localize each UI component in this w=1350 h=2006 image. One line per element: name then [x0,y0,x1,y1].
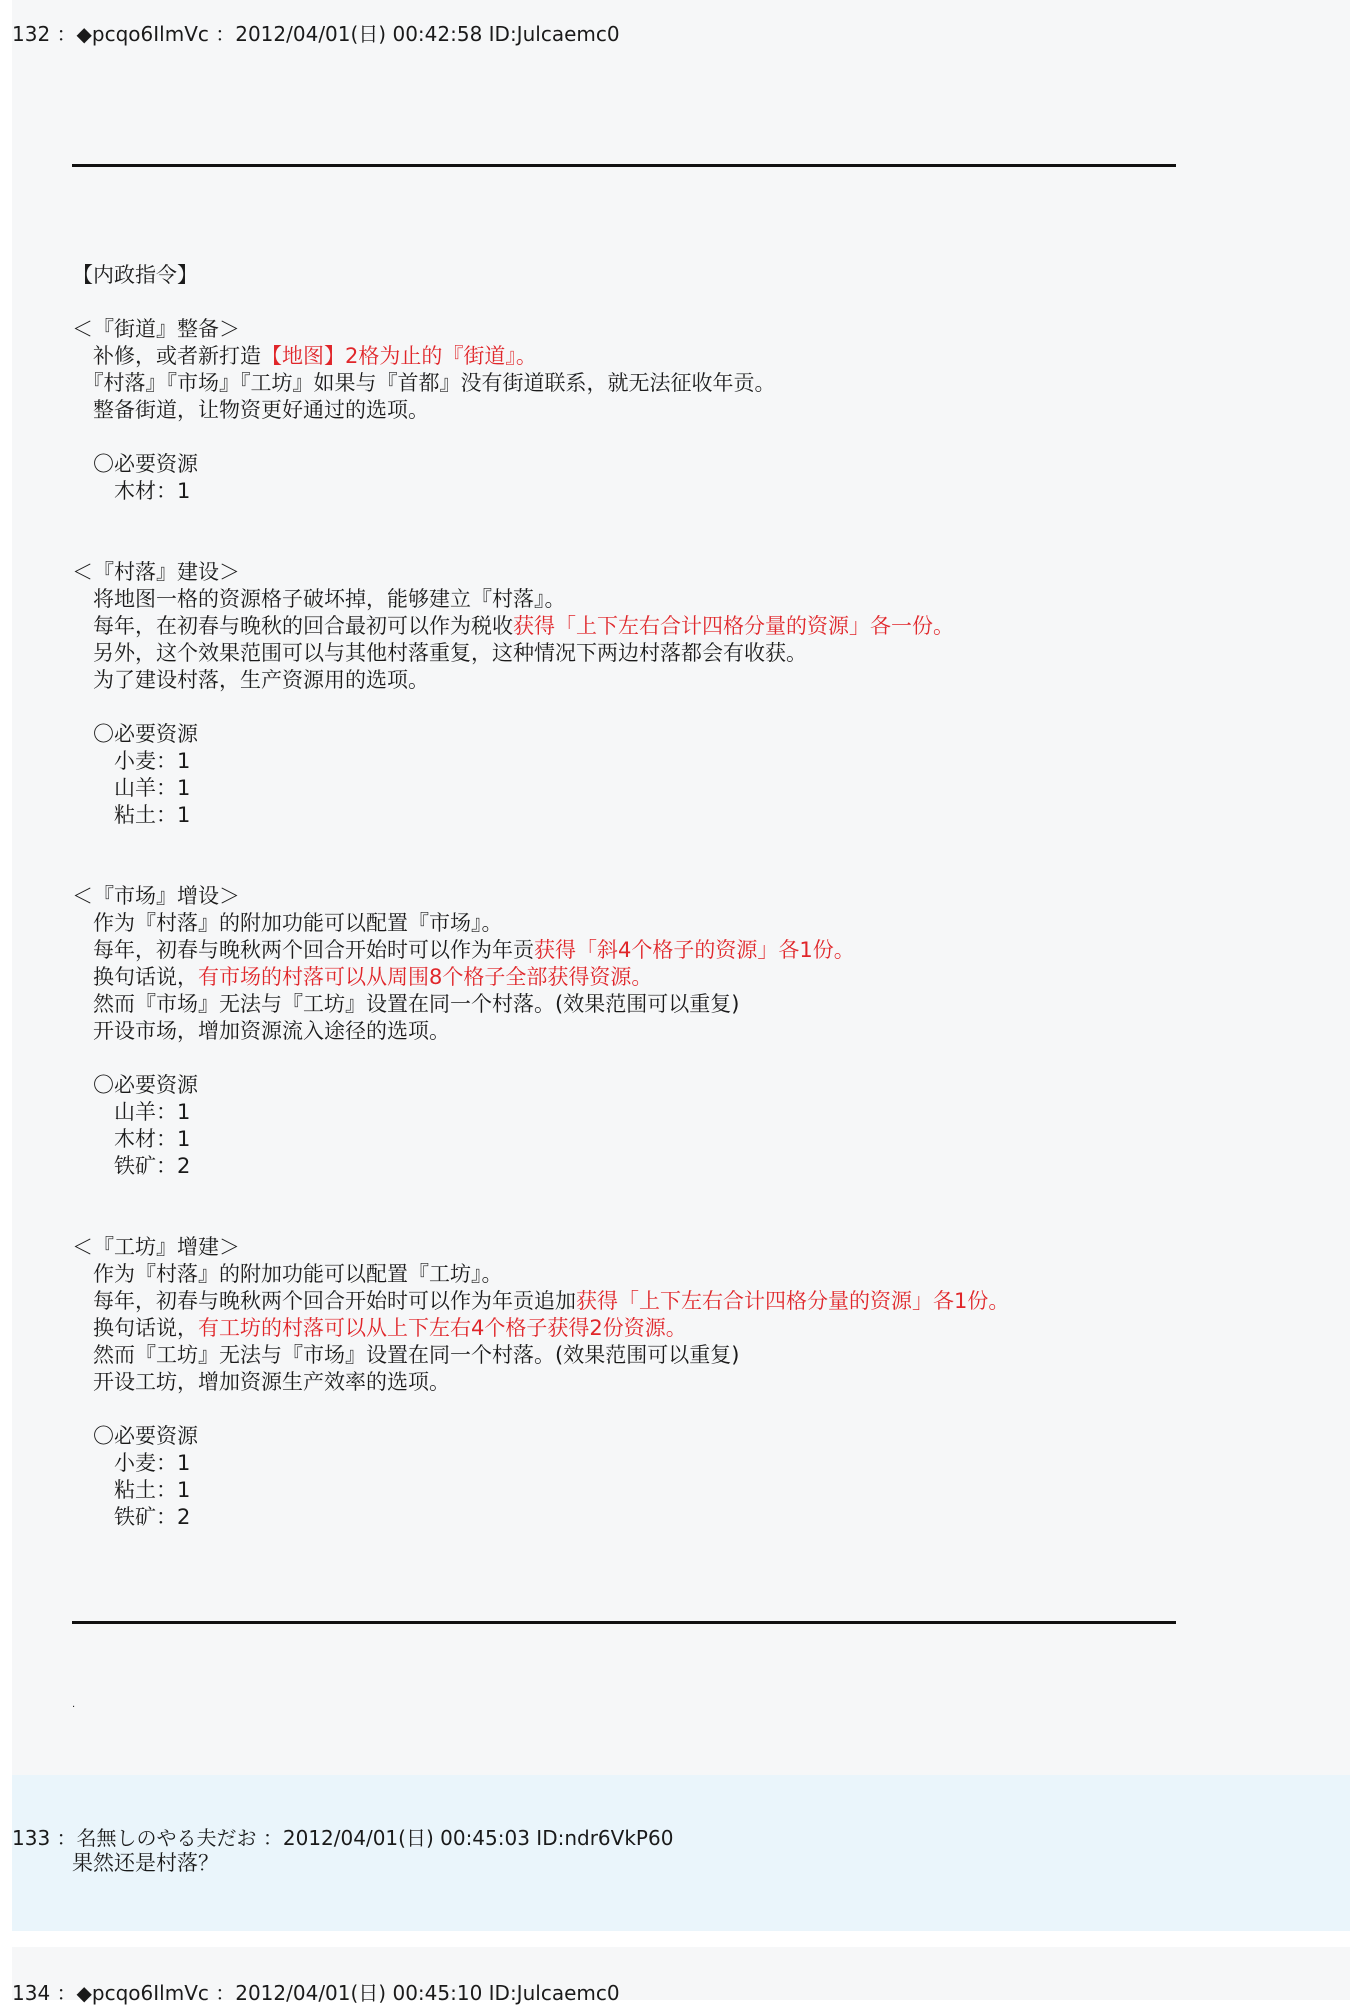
text-segment: 〇必要资源 [72,1073,198,1097]
text-line [72,640,1009,667]
text-segment: 换句话说， [72,965,198,989]
post-body [72,262,1009,1531]
text-line [72,1126,1009,1153]
text-segment: 小麦：1 [72,1451,191,1475]
text-segment: 每年，初春与晚秋两个回合开始时可以作为年贡 [72,938,534,962]
text-line [72,397,1009,424]
text-segment: 『村落』『市场』『工坊』如果与『首都』没有街道联系，就无法征收年贡。 [72,371,776,395]
text-line [72,1072,1009,1099]
text-segment: 另外，这个效果范围可以与其他村落重复，这种情况下两边村落都会有收获。 [72,641,807,665]
text-line [72,289,1009,316]
text-line [72,1099,1009,1126]
text-segment: 木材：1 [72,1127,191,1151]
text-line [72,1342,1009,1369]
text-segment: 每年，初春与晚秋两个回合开始时可以作为年贡追加 [72,1289,576,1313]
text-segment: 粘土：1 [72,803,191,827]
post-header: 134 ：◆pcqo6IlmVc ：2012/04/01(日) 00:45:10 ID:Julcaemc0 [12,1981,620,2005]
text-segment: 换句话说， [72,1316,198,1340]
text-segment: 然而『市场』无法与『工坊』设置在同一个村落。(效果范围可以重复) [72,992,740,1016]
text-line [72,559,1009,586]
text-segment: 为了建设村落，生产资源用的选项。 [72,668,429,692]
post-133 [12,1775,1350,1931]
text-segment: 山羊：1 [72,776,191,800]
text-line [72,1234,1009,1261]
highlight-text: 获得「上下左右合计四格分量的资源」各一份。 [513,614,954,638]
text-segment: 木材：1 [72,479,191,503]
text-line [72,505,1009,532]
text-line [72,1153,1009,1180]
text-segment: 〇必要资源 [72,1424,198,1448]
highlight-text: 有市场的村落可以从周围8个格子全部获得资源。 [198,965,653,989]
text-segment: 整备街道，让物资更好通过的选项。 [72,398,429,422]
text-line [72,1423,1009,1450]
text-line [72,1477,1009,1504]
text-segment: 作为『村落』的附加功能可以配置『市场』。 [72,911,503,935]
text-line [72,1450,1009,1477]
text-line [72,1396,1009,1423]
text-line [72,370,1009,397]
text-segment: 铁矿：2 [72,1154,191,1178]
text-segment: 补修，或者新打造 [72,344,261,368]
text-line [72,1288,1009,1315]
trailing-dot: . [72,1699,76,1710]
highlight-text: 获得「上下左右合计四格分量的资源」各1份。 [576,1289,1010,1313]
text-line [72,802,1009,829]
text-line [72,991,1009,1018]
text-line [72,775,1009,802]
text-line [72,1045,1009,1072]
divider-top [72,164,1176,167]
text-line [72,721,1009,748]
text-segment: 将地图一格的资源格子破坏掉，能够建立『村落』。 [72,587,566,611]
text-line [72,910,1009,937]
text-segment: ＜『市场』增设＞ [72,884,240,908]
post-134 [12,1947,1350,2005]
text-segment: 然而『工坊』无法与『市场』设置在同一个村落。(效果范围可以重复) [72,1343,740,1367]
text-line [72,586,1009,613]
text-line [72,964,1009,991]
text-segment: 小麦：1 [72,749,191,773]
text-line [72,937,1009,964]
text-line [72,1180,1009,1207]
text-segment: 果然还是村落？ [72,1851,219,1875]
text-segment: ＜『工坊』增建＞ [72,1235,240,1259]
text-segment: 山羊：1 [72,1100,191,1124]
text-segment: 〇必要资源 [72,452,198,476]
post-header: 132 ：◆pcqo6IlmVc ：2012/04/01(日) 00:42:58 ID:Julcaemc0 [12,22,620,46]
highlight-text: 获得「斜4个格子的资源」各1份。 [534,938,855,962]
text-line [72,1369,1009,1396]
post-body [72,1850,219,1877]
text-line [72,613,1009,640]
highlight-text: 有工坊的村落可以从上下左右4个格子获得2份资源。 [198,1316,687,1340]
post-header: 133 ：名無しのやる夫だお ：2012/04/01(日) 00:45:03 ID:ndr6VkP60 [12,1826,674,1850]
text-segment: ＜『村落』建设＞ [72,560,240,584]
text-line [72,1315,1009,1342]
highlight-text: 【地图】2格为止的『街道』。 [261,344,537,368]
text-line [72,316,1009,343]
text-segment: 铁矿：2 [72,1505,191,1529]
text-line [72,667,1009,694]
text-line [72,1504,1009,1531]
text-segment: 〇必要资源 [72,722,198,746]
text-segment: 每年，在初春与晚秋的回合最初可以作为税收 [72,614,513,638]
text-line [72,856,1009,883]
text-line [72,424,1009,451]
text-line [72,1207,1009,1234]
post-132 [12,0,1350,1775]
text-segment: ＜『街道』整备＞ [72,317,240,341]
text-line [72,1850,219,1877]
text-line [72,262,1009,289]
text-line [72,343,1009,370]
text-segment: 作为『村落』的附加功能可以配置『工坊』。 [72,1262,503,1286]
text-segment: 【内政指令】 [72,263,198,287]
divider-bottom [72,1621,1176,1624]
text-segment: 粘土：1 [72,1478,191,1502]
text-line [72,694,1009,721]
text-line [72,532,1009,559]
text-segment: 开设工坊，增加资源生产效率的选项。 [72,1370,450,1394]
text-line [72,883,1009,910]
text-line [72,1261,1009,1288]
text-line [72,451,1009,478]
text-line [72,748,1009,775]
text-line [72,829,1009,856]
text-segment: 开设市场，增加资源流入途径的选项。 [72,1019,450,1043]
text-line [72,1018,1009,1045]
text-line [72,478,1009,505]
